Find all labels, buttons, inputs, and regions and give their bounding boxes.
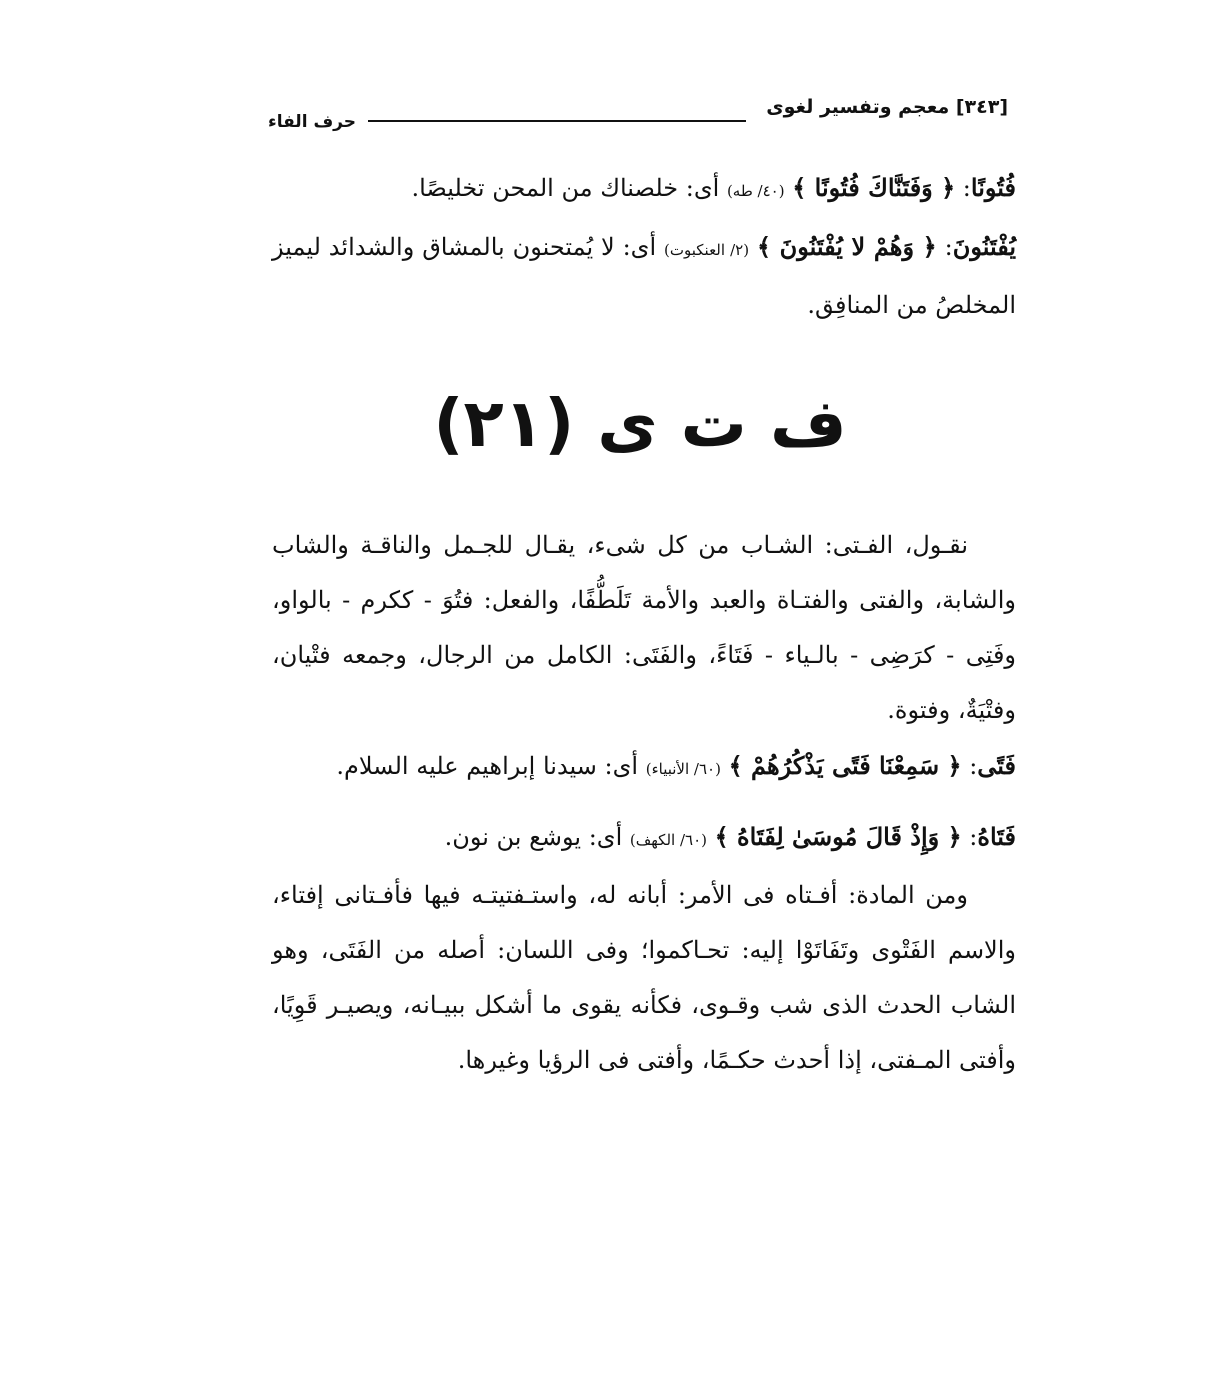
entry-fatahu: فَتَاهُ: ﴿ وَإِذْ قَالَ مُوسَىٰ لِفَتَاهُ ﴾ (٦٠/ الكهف) أى: يوشع بن نون.: [444, 822, 1016, 851]
entry-explanation: أى: لا يُمتحنون بالمشاق والشدائد ليميز المخلصُ من المنافِق.: [272, 233, 1016, 319]
page-number-and-book-title: [٣٤٣] معجم وتفسير لغوى: [766, 96, 1008, 118]
verse-reference: (٤٠/ طه): [726, 182, 785, 200]
entry-explanation: أى: يوشع بن نون.: [444, 823, 623, 851]
top-entries: [272, 160, 1016, 333]
quran-verse: ﴿ وَفَتَنَّاكَ فُتُونًا ﴾: [792, 173, 956, 202]
entry-term: فَتَاهُ: [977, 822, 1016, 851]
quran-verse: ﴿ وَهُمْ لا يُفْتَنُونَ ﴾: [756, 232, 937, 261]
verse-reference: (٦٠/ الأنبياء): [645, 760, 721, 778]
entry-term: فَتًى: [977, 751, 1016, 780]
entry-fatan: فَتًى: ﴿ سَمِعْنَا فَتًى يَذْكُرُهُمْ ﴾ (٦٠/ الأنبياء) أى: سيدنا إبراهيم عليه السلام.: [336, 751, 1016, 780]
closing-paragraph: ومن المادة: أفـتاه فى الأمر: أبانه له، واستـفتيتـه فيها فأفـتانى إفتاء، والاسم الفَتْوى وتَفَاتَوْا إليه: تحـاكموا؛ وفى اللسان: أصله من الفَتَى، وهو الشاب الحدث الذى شب وقـوى، فكأنه يقوى ما أشكل ببيـانه، ويصيـر قَوِيًا، وأفتى المـفتى، إذا أحدث حكـمًا، وأفتى فى الرؤيا وغيرها.: [272, 881, 1017, 1074]
section-title: حرف الفاء: [268, 112, 357, 132]
root-heading: ف ت ى (٢١): [433, 385, 847, 462]
page-header: [268, 96, 1008, 140]
entry-term: فُتُونًا: [970, 173, 1016, 202]
entry-yuftanun: يُفْتَنُونَ: ﴿ وَهُمْ لا يُفْتَنُونَ ﴾ (٢/ العنكبوت) أى: لا يُمتحنون بالمشاق والشدائد ليميز المخلصُ من المنافِق.: [272, 232, 1017, 319]
main-body: [272, 518, 1016, 1088]
entry-term: يُفْتَنُونَ: [952, 232, 1017, 261]
entry-explanation: أى: خلصناك من المحن تخليصًا.: [411, 174, 720, 202]
spacer: [272, 797, 1016, 809]
quran-verse: ﴿ وَإِذْ قَالَ مُوسَىٰ لِفَتَاهُ ﴾: [714, 822, 962, 851]
entry-explanation: أى: سيدنا إبراهيم عليه السلام.: [336, 752, 639, 780]
quran-verse: ﴿ سَمِعْنَا فَتًى يَذْكُرُهُمْ ﴾: [728, 751, 962, 780]
header-rule: [368, 120, 746, 122]
intro-paragraph: نقـول، الفـتى: الشـاب من كل شىء، يقـال للجـمل والناقـة والشاب والشابة، والفتى والفتـاة والعبد والأمة تَلَطُّفًا، والفعل: فتُوَ - ككرم - بالواو، وفَتِى - كرَضِى - بالـياء - فَتَاءً، والفَتَى: الكامل من الرجال، وجمعه فتْيان، وفتْيَةٌ، وفتوة.: [272, 531, 1016, 724]
verse-reference: (٢/ العنكبوت): [664, 241, 750, 259]
entry-futunan: فُتُونًا: ﴿ وَفَتَنَّاكَ فُتُونًا ﴾ (٤٠/ طه) أى: خلصناك من المحن تخليصًا.: [411, 173, 1016, 202]
verse-reference: (٦٠/ الكهف): [629, 831, 707, 849]
